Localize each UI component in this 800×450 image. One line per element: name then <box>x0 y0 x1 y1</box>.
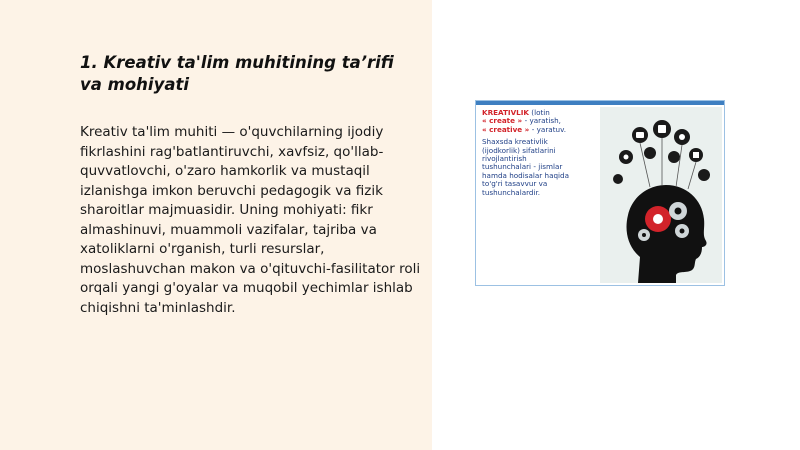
figure-line-2: « create » - yaratish, <box>482 116 561 126</box>
head-gears-illustration <box>600 107 722 283</box>
figure-para-line: hamda hodisalar haqida <box>482 170 570 180</box>
figure-para-line: tushunchalari - jismlar <box>482 162 563 172</box>
figure-para-line: (ijodkorlik) sifatlarini <box>482 145 556 155</box>
slide-title: 1. Kreativ ta'lim muhitining ta’rifi va mohiyati <box>80 53 394 94</box>
figure-para-line: tushunchalardir. <box>482 187 541 197</box>
figure-line-1: KREATIVLIK (lotin <box>482 108 550 117</box>
figure-para-line: rivojlantirish <box>482 154 527 164</box>
figure-para-line: Shaxsda kreativlik <box>482 137 548 147</box>
figure-line-3: « creative » - yaratuv. <box>482 124 567 134</box>
figure-top-bar <box>476 101 724 105</box>
figure-text <box>482 109 608 197</box>
red-gear-icon <box>645 206 671 232</box>
creativity-figure <box>475 100 725 286</box>
figure-keyword: KREATIVLIK <box>482 108 529 117</box>
slide-body-text: Kreativ ta'lim muhiti — o'quvchilarning ijodiy fikrlashini rag'batlantiruvchi, xavfsiz, qo'llab-quvvatlovchi, o'zaro hamkorlik va mustaqil izlanishga imkon beruvchi pedagogik va fizik sharoitlar majmuasidir. Uning mohiyati: fikr almashinuvi, muammoli vazifalar, tajriba va xatoliklarni o'rganish, turli resurslar, moslashuvchan makon va o'qituvchi-fasilitator roli orqali yangi g'oyalar va muqobil yechimlar ishlab chiqishni ta'minlashdir. <box>80 124 421 316</box>
figure-para-line: to'g'ri tasavvur va <box>482 179 548 189</box>
